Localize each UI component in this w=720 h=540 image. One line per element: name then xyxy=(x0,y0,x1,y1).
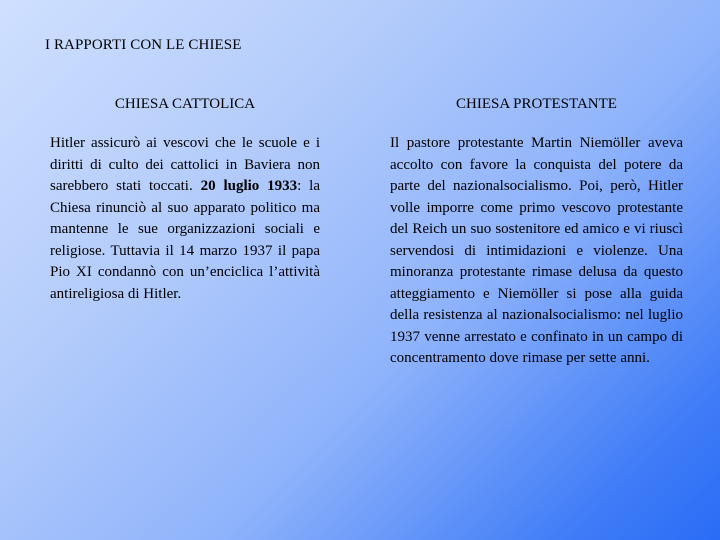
slide-title: I RAPPORTI CON LE CHIESE xyxy=(45,37,242,53)
protestant-church-heading: CHIESA PROTESTANTE xyxy=(456,96,617,112)
catholic-church-heading: CHIESA CATTOLICA xyxy=(114,96,256,112)
catholic-church-column xyxy=(50,94,320,305)
catholic-date-bold: 20 luglio 1933 xyxy=(200,178,298,194)
catholic-text-part-1: Hitler assicurò ai vescovi che le scuole e i diritti di culto dei cattolici in Baviera non sarebbero stati toccati. xyxy=(50,135,320,194)
catholic-church-text xyxy=(50,133,320,305)
protestant-church-column xyxy=(390,94,683,370)
catholic-text-part-2: : la Chiesa rinunciò al suo apparato politico ma mantenne le sue organizzazioni sociali e religiose. Tuttavia il 14 marzo 1937 il papa Pio XI condannò con un’enciclica l’attività antireligiosa di Hitler. xyxy=(50,178,321,302)
protestant-church-text: Il pastore protestante Martin Niemöller aveva accolto con favore la conquista del potere da parte del nazionalsocialismo. Poi, però, Hitler volle imporre come primo vescovo protestante del Reich un suo sostenitore ed amico e vi riuscì servendosi di intimidazioni e violenze. Una minoranza protestante rimase delusa da questo atteggiamento e Niemöller si pose alla guida della resistenza al nazionalsocialismo: nel luglio 1937 venne arrestato e confinato in un campo di concentramento dove rimase per sette anni. xyxy=(390,135,683,366)
